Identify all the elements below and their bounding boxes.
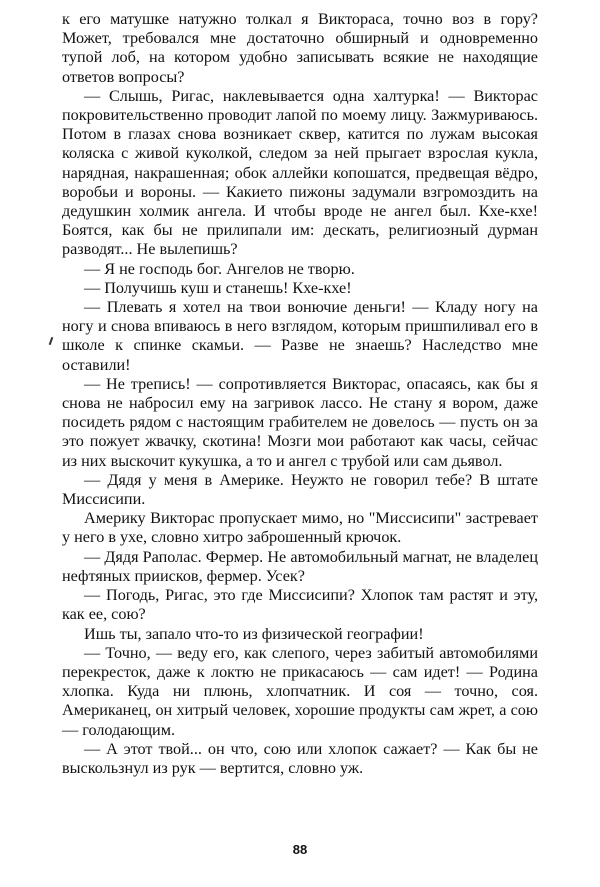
paragraph-6: — Не трепись! — сопротивляется Викторас, опасаясь, как бы я снова не набросил ему на загривок лассо. Не стану я вором, даже посидеть рядом с настоящим грабителем не довелось — пусть он за это пожует жвачку, скотина! Мозги мои работают как часы, сейчас из них выскочит кукушка, а то и ангел с трубой или сам дьявол.	[62, 374, 538, 470]
paragraph-1: к его матушке натужно толкал я Виктораса, точно воз в гору? Может, требовался мне достаточно обширный и одновременно тупой лоб, на котором удобно записывать всякие не находящие ответов вопросы?	[62, 10, 538, 86]
paragraph-2: — Слышь, Ригас, наклевывается одна халтурка! — Викторас покровительственно проводит лапой по моему лицу. Зажмуриваюсь. Потом в глазах снова возникает сквер, катится по лужам высокая коляска с живой куколкой, следом за ней прыгает взрослая кукла, нарядная, накрашенная; обок аллейки копошатся, предвещая вёдро, воробьи и вороны. — Какието пижоны задумали взгромоздить на дедушкин холмик ангела. И чтобы вроде не ангел был. Кхе-кхе! Боятся, как бы не прилипали им: дескать, религиозный дурман разводят... Не вылепишь?	[62, 86, 538, 259]
paragraph-8: Америку Викторас пропускает мимо, но "Миссисипи" застревает у него в ухе, словно хитро заброшенный крючок.	[62, 509, 538, 547]
paragraph-3: — Я не господь бог. Ангелов не творю.	[84, 259, 355, 278]
paragraph-7: — Дядя у меня в Америке. Неужто не говорил тебе? В штате Миссисипи.	[62, 470, 538, 509]
paragraph-9: — Дядя Раполас. Фермер. Не автомобильный магнат, не владелец нефтяных приисков, фермер. Усек?	[62, 547, 538, 585]
paragraph-11: Ишь ты, запало что-то из физической географии!	[84, 624, 424, 643]
page-number: 88	[292, 842, 308, 857]
paragraph-4: — Получишь куш и станешь! Кхе-кхе!	[84, 278, 352, 297]
paragraph-13: — А этот твой... он что, сою или хлопок сажает? — Как бы не выскользнул из рук — вертится, словно уж.	[62, 739, 538, 777]
paragraph-5: — Плевать я хотел на твои вонючие деньги! — Кладу ногу на ногу и снова впиваюсь в него взглядом, которым пришпиливал его в школе к спинке скамьи. — Разве не знаешь? Наследство мне оставили!	[62, 298, 538, 374]
book-page	[62, 10, 538, 887]
paragraph-12: — Точно, — веду его, как слепого, через забитый автомобилями перекресток, даже к локтю не прикасаюсь — сам идет! — Родина хлопка. Куда ни плюнь, хлопчатник. И соя — точно, соя. Американец, он хитрый человек, хорошие продукты сам жрет, а сою — голодающим.	[62, 643, 538, 739]
stray-ink-mark	[49, 337, 54, 345]
paragraph-10: — Погодь, Ригас, это где Миссисипи? Хлопок там растят и эту, как ее, сою?	[62, 586, 538, 624]
